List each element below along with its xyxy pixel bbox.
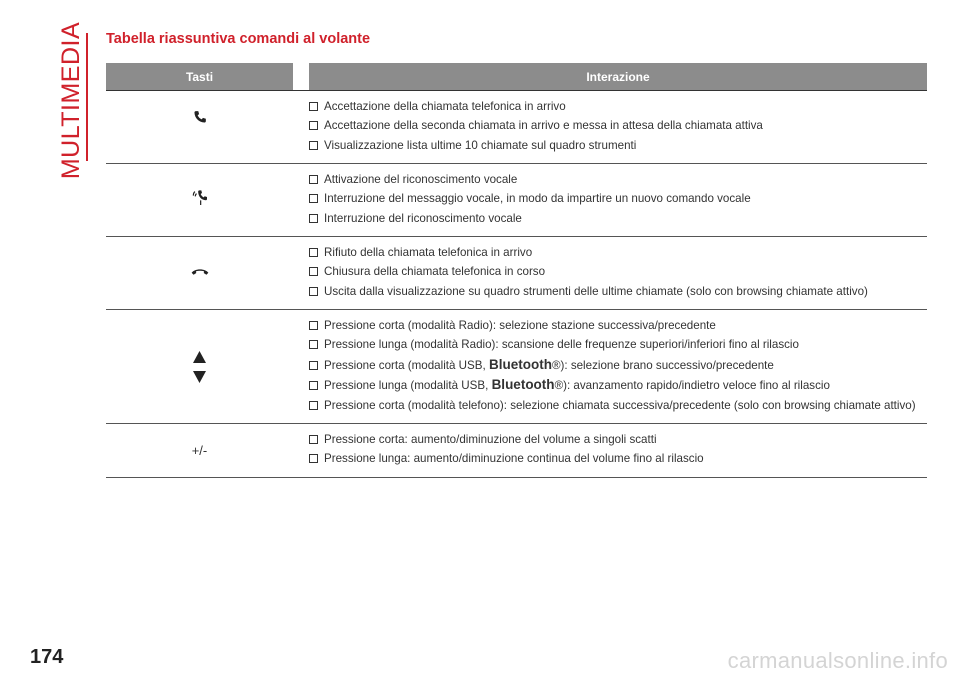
- list-item: Interruzione del messaggio vocale, in modo da impartire un nuovo comando vocale: [309, 192, 927, 206]
- table-row: [106, 91, 927, 164]
- list-item: Rifiuto della chiamata telefonica in arrivo: [309, 246, 927, 260]
- key-volume-label: +/-: [191, 443, 208, 458]
- list-item: Pressione lunga (modalità Radio): scansione delle frequenze superiori/inferiori fino al rilascio: [309, 338, 927, 352]
- voice-command-icon: [192, 188, 208, 206]
- table-row: [106, 237, 927, 310]
- bullet-box-icon: [309, 454, 318, 463]
- list-item: Pressione lunga: aumento/diminuzione continua del volume fino al rilascio: [309, 452, 927, 466]
- list-item: Uscita dalla visualizzazione su quadro strumenti delle ultime chiamate (solo con browsing chiamate attivo): [309, 285, 927, 299]
- bullet-box-icon: [309, 321, 318, 330]
- bullet-box-icon: [309, 361, 318, 370]
- up-down-arrows-icon: [193, 351, 206, 383]
- section-label: MULTIMEDIA: [57, 21, 86, 180]
- list-item: Pressione corta (modalità Radio): selezione stazione successiva/precedente: [309, 319, 927, 333]
- bullet-box-icon: [309, 175, 318, 184]
- commands-table: [106, 63, 927, 478]
- list-item: Pressione lunga (modalità USB, Bluetooth®): avanzamento rapido/indietro veloce fino al rilascio: [309, 378, 927, 393]
- watermark: carmanualsonline.info: [727, 648, 948, 673]
- header-keys: Tasti: [106, 63, 293, 90]
- key-cell: [106, 310, 293, 423]
- interaction-list: [309, 237, 927, 309]
- list-item: Chiusura della chiamata telefonica in corso: [309, 265, 927, 279]
- key-cell: [106, 424, 293, 477]
- list-item: Pressione corta: aumento/diminuzione del volume a singoli scatti: [309, 433, 927, 447]
- page-title: Tabella riassuntiva comandi al volante: [106, 31, 371, 47]
- bullet-box-icon: [309, 287, 318, 296]
- arrow-up-icon: [193, 351, 206, 363]
- interaction-list: [309, 424, 927, 477]
- list-item: Pressione corta (modalità telefono): selezione chiamata successiva/precedente (solo con browsing chiamate attivo): [309, 399, 927, 413]
- table-row: [106, 310, 927, 424]
- interaction-list: [309, 310, 927, 423]
- bullet-box-icon: [309, 401, 318, 410]
- list-item: Pressione corta (modalità USB, Bluetooth®): selezione brano successivo/precedente: [309, 358, 927, 373]
- arrow-down-icon: [193, 371, 206, 383]
- bullet-box-icon: [309, 194, 318, 203]
- bullet-box-icon: [309, 381, 318, 390]
- interaction-list: [309, 164, 927, 236]
- phone-answer-icon: [193, 110, 207, 124]
- bullet-box-icon: [309, 248, 318, 257]
- list-item: Accettazione della seconda chiamata in arrivo e messa in attesa della chiamata attiva: [309, 119, 927, 133]
- table-row: [106, 424, 927, 478]
- bullet-box-icon: [309, 102, 318, 111]
- key-cell: [106, 237, 293, 309]
- phone-hangup-icon: [191, 267, 209, 276]
- bullet-box-icon: [309, 214, 318, 223]
- key-cell: [106, 91, 293, 163]
- bullet-box-icon: [309, 435, 318, 444]
- interaction-list: [309, 91, 927, 163]
- list-item: Interruzione del riconoscimento vocale: [309, 212, 927, 226]
- bullet-box-icon: [309, 121, 318, 130]
- table-header: [106, 63, 927, 91]
- bullet-box-icon: [309, 267, 318, 276]
- list-item: Accettazione della chiamata telefonica in arrivo: [309, 100, 927, 114]
- list-item: Visualizzazione lista ultime 10 chiamate sul quadro strumenti: [309, 139, 927, 153]
- bullet-box-icon: [309, 141, 318, 150]
- list-item: Attivazione del riconoscimento vocale: [309, 173, 927, 187]
- header-interaction: Interazione: [309, 63, 927, 90]
- section-rule: [86, 33, 88, 161]
- key-cell: [106, 164, 293, 236]
- page-number: 174: [30, 646, 64, 668]
- table-row: [106, 164, 927, 237]
- bullet-box-icon: [309, 340, 318, 349]
